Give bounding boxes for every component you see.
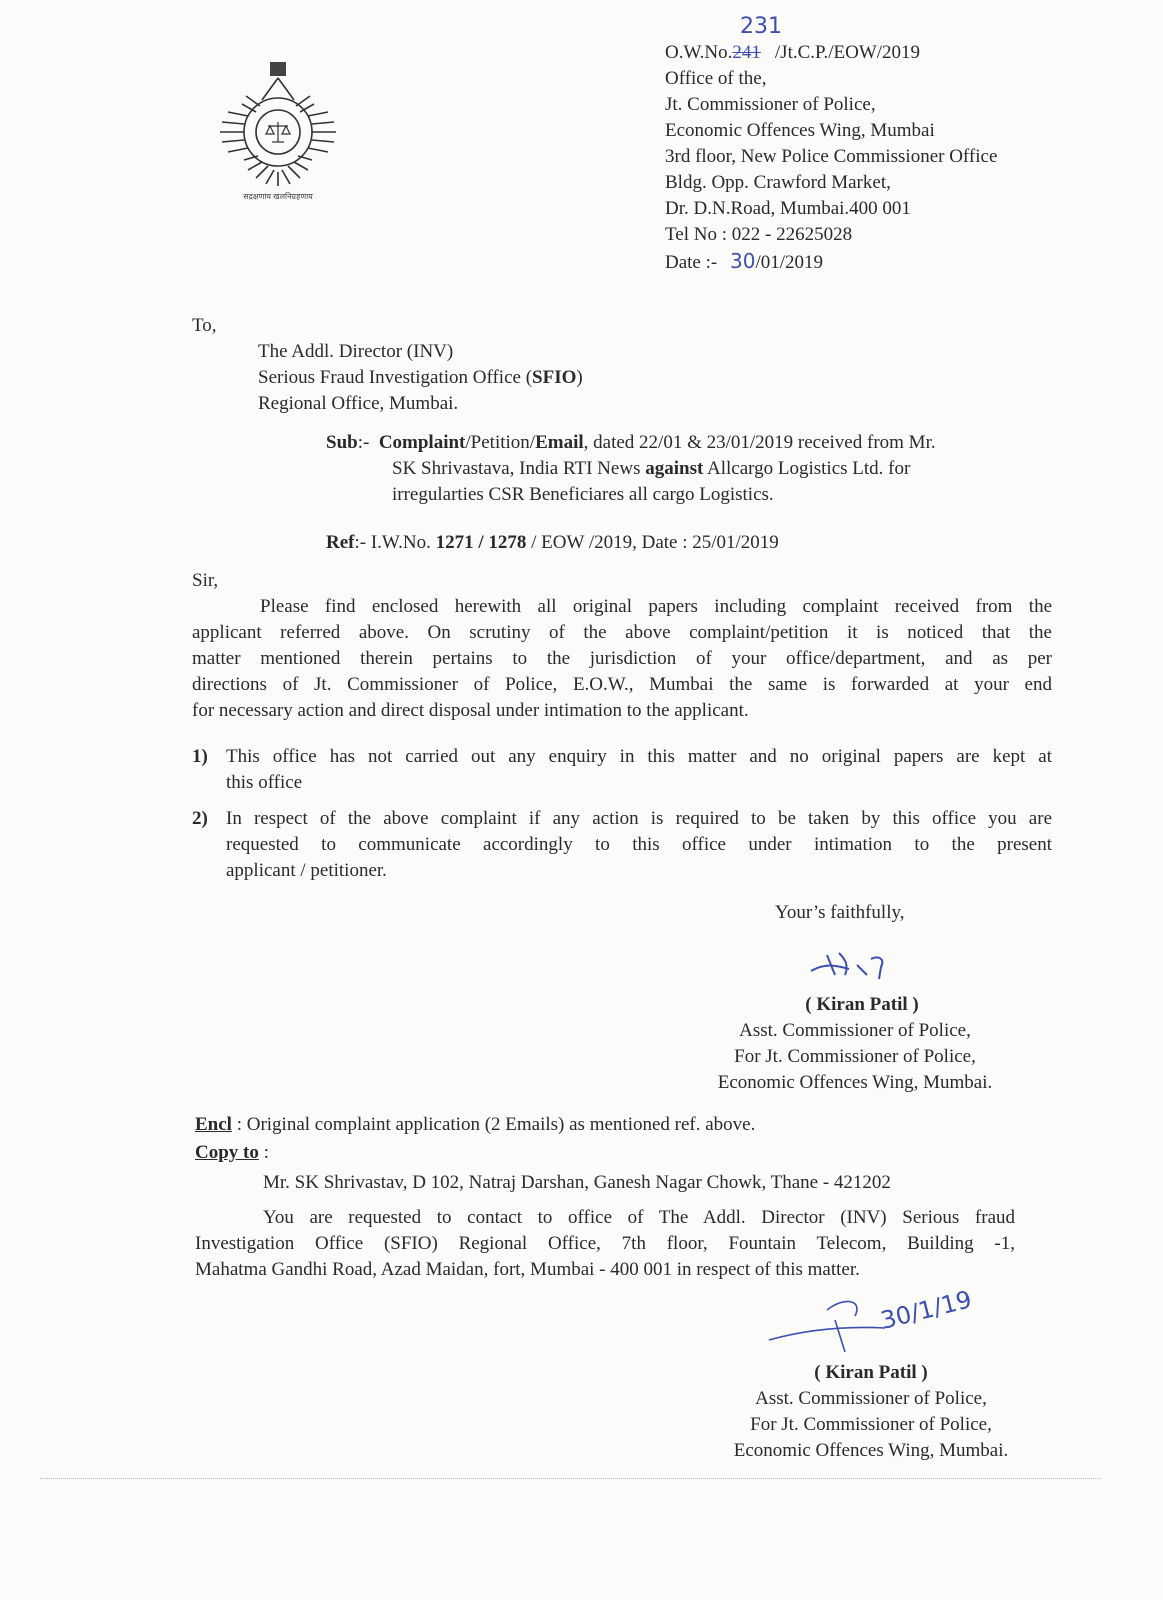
closing-block-2: ( Kiran Patil ) Asst. Commissioner of Police, For Jt. Commissioner of Police, Economic Offences Wing, Mumbai. xyxy=(733,1362,1009,1461)
address-line: Jt. Commissioner of Police, xyxy=(665,94,876,115)
reference: Ref:- I.W.No. 1271 / 1278 / EOW /2019, Date : 25/01/2019 xyxy=(326,532,779,553)
telephone: Tel No : 022 - 22625028 xyxy=(665,224,853,245)
recipient-block: The Addl. Director (INV) Serious Fraud Investigation Office (SFIO) Regional Office, Mumbai. xyxy=(258,341,583,414)
address-line: Economic Offences Wing, Mumbai xyxy=(665,120,935,141)
point-number: 2) xyxy=(192,808,208,829)
body-paragraph: Please find enclosed herewith all original papers including complaint received from the applicant referred above. On scrutiny of the above complaint/petition it is noticed that the matter mentioned therein pertains to the jurisdiction of your office/department, and as per directions of Jt. Commissioner of Police, E.O.W., Mumbai the same is forwarded at your end for necessary action and direct disposal under intimation to the applicant. xyxy=(192,596,1052,721)
closing-block: ( Kiran Patil ) Asst. Commissioner of Police, For Jt. Commissioner of Police, Economic Offences Wing, Mumbai. xyxy=(717,994,993,1093)
address-line: Bldg. Opp. Crawford Market, xyxy=(665,172,891,193)
enclosure: Encl : Original complaint application (2 Emails) as mentioned ref. above. xyxy=(195,1114,756,1135)
subject: Sub:- Complaint/Petition/Email, dated 22/01 & 23/01/2019 received from Mr. SK Shrivastava, India RTI News against Allcargo Logistics Ltd. for irregularties CSR Beneficiares all cargo Logistics. xyxy=(326,432,936,505)
letter-date: Date :- 30/01/2019 xyxy=(665,249,823,273)
copy-to-address: Mr. SK Shrivastav, D 102, Natraj Darshan, Ganesh Nagar Chowk, Thane - 421202 xyxy=(263,1172,891,1193)
point-text: This office has not carried out any enquiry in this matter and no original papers are kept at this office xyxy=(226,746,1052,793)
outward-number: O.W.No.241 /Jt.C.P./EOW/2019 xyxy=(665,42,921,63)
office-address xyxy=(665,66,997,276)
emblem-motto: सद्रक्षणाय खलनिग्रहणाय xyxy=(243,192,313,201)
handwritten-number: 231 xyxy=(740,14,782,39)
address-line: Office of the, xyxy=(665,68,767,89)
to-label: To, xyxy=(192,315,217,336)
bottom-rule xyxy=(40,1478,1100,1479)
valediction: Your’s faithfully, xyxy=(775,902,905,923)
copy-to-paragraph: You are requested to contact to office of The Addl. Director (INV) Serious fraud Investigation Office (SFIO) Regional Office, 7th floor, Fountain Telecom, Building -1, Mahatma Gandhi Road, Azad Maidan, fort, Mumbai - 400 001 in respect of this matter. xyxy=(195,1207,1015,1280)
address-line: 3rd floor, New Police Commissioner Office xyxy=(665,146,998,167)
struck-number: 241 xyxy=(732,42,761,63)
signature-date: 30/1/19 xyxy=(877,1285,975,1335)
address-line: Dr. D.N.Road, Mumbai.400 001 xyxy=(665,198,911,219)
copy-to-label: Copy to : xyxy=(195,1142,269,1163)
signature-1 xyxy=(805,945,915,990)
handwritten-day: 30 xyxy=(729,249,756,273)
point-number: 1) xyxy=(192,746,208,767)
salutation: Sir, xyxy=(192,570,219,591)
police-emblem xyxy=(198,56,358,204)
point-text: In respect of the above complaint if any action is required to be taken by this office you are requested to communicate accordingly to this office under intimation to the present applicant / petitioner. xyxy=(226,808,1052,881)
